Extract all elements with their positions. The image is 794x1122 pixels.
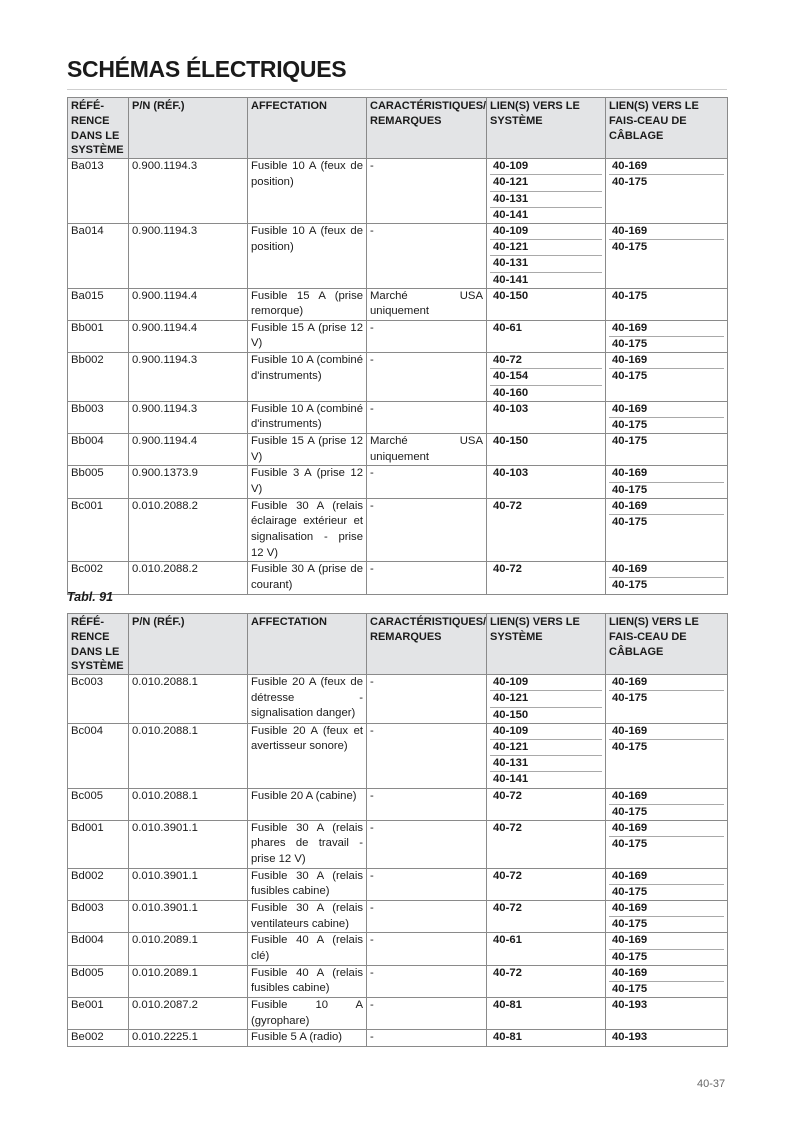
system-link: 40-103 bbox=[493, 467, 529, 480]
cell-characteristics: - bbox=[367, 353, 487, 402]
table-row bbox=[68, 1030, 728, 1047]
cell-characteristics: - bbox=[367, 965, 487, 997]
cell-harness-links bbox=[606, 933, 728, 965]
cell-affectation: Fusible 30 A (relais fusibles cabine) bbox=[248, 868, 367, 900]
cell-part-number: 0.900.1194.4 bbox=[129, 434, 248, 466]
cell-affectation: Fusible 10 A (combiné d'instruments) bbox=[248, 353, 367, 402]
cell-characteristics: - bbox=[367, 933, 487, 965]
cell-part-number: 0.010.3901.1 bbox=[129, 901, 248, 933]
cell-harness-links bbox=[606, 223, 728, 288]
cell-characteristics: - bbox=[367, 320, 487, 352]
table-row bbox=[68, 434, 728, 466]
header-characteristics: CARACTÉRISTIQUES/ REMARQUES bbox=[367, 98, 487, 159]
cell-reference: Bd005 bbox=[68, 965, 129, 997]
system-link: 40-103 bbox=[493, 402, 529, 415]
cell-affectation: Fusible 20 A (feux et avertisseur sonore) bbox=[248, 723, 367, 788]
harness-link: 40-175 bbox=[609, 981, 724, 997]
table-row bbox=[68, 498, 728, 561]
cell-reference: Bb005 bbox=[68, 466, 129, 498]
cell-harness-links bbox=[606, 820, 728, 868]
cell-part-number: 0.900.1194.3 bbox=[129, 223, 248, 288]
cell-reference: Bc002 bbox=[68, 562, 129, 594]
harness-link: 40-169 bbox=[612, 499, 648, 512]
cell-harness-links bbox=[606, 320, 728, 352]
header-harness-links: LIEN(S) VERS LE FAIS-CEAU DE CÂBLAGE bbox=[606, 98, 728, 159]
cell-affectation: Fusible 30 A (relais éclairage extérieur et signalisation - prise 12 V) bbox=[248, 498, 367, 561]
harness-link: 40-169 bbox=[612, 402, 648, 415]
cell-system-links bbox=[487, 498, 606, 561]
cell-reference: Bd002 bbox=[68, 868, 129, 900]
system-link: 40-72 bbox=[493, 902, 522, 915]
cell-characteristics: - bbox=[367, 223, 487, 288]
cell-characteristics: - bbox=[367, 675, 487, 724]
cell-part-number: 0.010.2089.1 bbox=[129, 933, 248, 965]
table-row bbox=[68, 223, 728, 288]
cell-affectation: Fusible 10 A (gyrophare) bbox=[248, 998, 367, 1030]
harness-link: 40-175 bbox=[609, 336, 724, 352]
cell-part-number: 0.010.2088.2 bbox=[129, 498, 248, 561]
cell-system-links bbox=[487, 820, 606, 868]
header-part-number: P/N (RÉF.) bbox=[129, 98, 248, 159]
cell-affectation: Fusible 15 A (prise remorque) bbox=[248, 288, 367, 320]
harness-link: 40-175 bbox=[609, 368, 724, 384]
harness-link: 40-193 bbox=[612, 999, 648, 1012]
cell-affectation: Fusible 10 A (combiné d'instruments) bbox=[248, 401, 367, 433]
fuse-table-1 bbox=[67, 97, 728, 595]
table-row bbox=[68, 788, 728, 820]
table-row bbox=[68, 353, 728, 402]
cell-part-number: 0.900.1194.3 bbox=[129, 159, 248, 224]
cell-system-links bbox=[487, 353, 606, 402]
cell-harness-links bbox=[606, 353, 728, 402]
system-link: 40-109 bbox=[493, 224, 529, 237]
cell-system-links bbox=[487, 320, 606, 352]
harness-link: 40-175 bbox=[609, 884, 724, 900]
system-link: 40-109 bbox=[493, 676, 529, 689]
cell-characteristics: - bbox=[367, 1030, 487, 1047]
table-caption: Tabl. 91 bbox=[67, 590, 114, 604]
cell-system-links bbox=[487, 675, 606, 724]
table-header-row bbox=[68, 614, 728, 675]
cell-affectation: Fusible 40 A (relais clé) bbox=[248, 933, 367, 965]
system-link: 40-81 bbox=[493, 1031, 522, 1044]
cell-affectation: Fusible 30 A (prise de courant) bbox=[248, 562, 367, 594]
system-link: 40-141 bbox=[490, 207, 602, 223]
cell-characteristics: - bbox=[367, 159, 487, 224]
header-system-links: LIEN(S) VERS LE SYSTÈME bbox=[487, 98, 606, 159]
cell-system-links bbox=[487, 466, 606, 498]
system-link: 40-72 bbox=[493, 966, 522, 979]
system-link: 40-72 bbox=[493, 789, 522, 802]
cell-system-links bbox=[487, 562, 606, 594]
system-link: 40-150 bbox=[493, 289, 529, 302]
cell-harness-links bbox=[606, 159, 728, 224]
table-row bbox=[68, 868, 728, 900]
cell-reference: Bb001 bbox=[68, 320, 129, 352]
fuse-table-2 bbox=[67, 613, 728, 1047]
table-row bbox=[68, 965, 728, 997]
cell-characteristics: - bbox=[367, 562, 487, 594]
cell-characteristics: - bbox=[367, 820, 487, 868]
cell-characteristics: - bbox=[367, 788, 487, 820]
harness-link: 40-175 bbox=[609, 690, 724, 706]
cell-affectation: Fusible 10 A (feux de position) bbox=[248, 223, 367, 288]
system-link: 40-150 bbox=[490, 707, 602, 723]
cell-reference: Ba015 bbox=[68, 288, 129, 320]
header-affectation: AFFECTATION bbox=[248, 98, 367, 159]
header-part-number: P/N (RÉF.) bbox=[129, 614, 248, 675]
cell-reference: Bd003 bbox=[68, 901, 129, 933]
cell-system-links bbox=[487, 788, 606, 820]
cell-harness-links bbox=[606, 498, 728, 561]
cell-affectation: Fusible 15 A (prise 12 V) bbox=[248, 434, 367, 466]
harness-link: 40-175 bbox=[609, 836, 724, 852]
cell-characteristics: - bbox=[367, 998, 487, 1030]
harness-link: 40-169 bbox=[612, 789, 648, 802]
header-affectation: AFFECTATION bbox=[248, 614, 367, 675]
cell-part-number: 0.010.3901.1 bbox=[129, 820, 248, 868]
cell-reference: Be001 bbox=[68, 998, 129, 1030]
title-divider bbox=[67, 89, 727, 90]
system-link: 40-81 bbox=[493, 999, 522, 1012]
cell-part-number: 0.010.2089.1 bbox=[129, 965, 248, 997]
header-system-links: LIEN(S) VERS LE SYSTÈME bbox=[487, 614, 606, 675]
harness-link: 40-175 bbox=[609, 239, 724, 255]
cell-reference: Ba013 bbox=[68, 159, 129, 224]
harness-link: 40-169 bbox=[612, 160, 648, 173]
header-reference: RÉFÉ-RENCE DANS LE SYSTÈME bbox=[68, 98, 129, 159]
system-link: 40-72 bbox=[493, 354, 522, 367]
page-number: 40-37 bbox=[697, 1078, 726, 1090]
system-link: 40-121 bbox=[490, 174, 602, 190]
cell-harness-links bbox=[606, 434, 728, 466]
cell-reference: Bc001 bbox=[68, 498, 129, 561]
cell-harness-links bbox=[606, 562, 728, 594]
cell-part-number: 0.900.1194.3 bbox=[129, 401, 248, 433]
cell-system-links bbox=[487, 723, 606, 788]
table-row bbox=[68, 901, 728, 933]
cell-characteristics: - bbox=[367, 723, 487, 788]
harness-link: 40-169 bbox=[612, 934, 648, 947]
harness-link: 40-175 bbox=[612, 435, 648, 448]
cell-reference: Bc005 bbox=[68, 788, 129, 820]
cell-harness-links bbox=[606, 901, 728, 933]
cell-affectation: Fusible 3 A (prise 12 V) bbox=[248, 466, 367, 498]
cell-harness-links bbox=[606, 288, 728, 320]
harness-link: 40-169 bbox=[612, 563, 648, 576]
harness-link: 40-175 bbox=[609, 916, 724, 932]
harness-link: 40-169 bbox=[612, 966, 648, 979]
cell-part-number: 0.900.1194.3 bbox=[129, 353, 248, 402]
table-row bbox=[68, 159, 728, 224]
table-row bbox=[68, 562, 728, 594]
cell-system-links bbox=[487, 868, 606, 900]
cell-reference: Bb003 bbox=[68, 401, 129, 433]
cell-reference: Bb004 bbox=[68, 434, 129, 466]
system-link: 40-141 bbox=[490, 771, 602, 787]
page-title: SCHÉMAS ÉLECTRIQUES bbox=[67, 56, 347, 82]
cell-system-links bbox=[487, 1030, 606, 1047]
cell-system-links bbox=[487, 434, 606, 466]
cell-reference: Be002 bbox=[68, 1030, 129, 1047]
header-reference: RÉFÉ-RENCE DANS LE SYSTÈME bbox=[68, 614, 129, 675]
harness-link: 40-175 bbox=[612, 289, 648, 302]
system-link: 40-121 bbox=[490, 690, 602, 706]
cell-system-links bbox=[487, 933, 606, 965]
table-row bbox=[68, 288, 728, 320]
cell-affectation: Fusible 15 A (prise 12 V) bbox=[248, 320, 367, 352]
cell-harness-links bbox=[606, 466, 728, 498]
harness-link: 40-169 bbox=[612, 869, 648, 882]
cell-harness-links bbox=[606, 401, 728, 433]
header-characteristics: CARACTÉRISTIQUES/ REMARQUES bbox=[367, 614, 487, 675]
system-link: 40-61 bbox=[493, 321, 522, 334]
system-link: 40-131 bbox=[490, 191, 602, 207]
system-link: 40-121 bbox=[490, 739, 602, 755]
harness-link: 40-169 bbox=[612, 724, 648, 737]
cell-part-number: 0.010.2088.1 bbox=[129, 675, 248, 724]
cell-part-number: 0.900.1194.4 bbox=[129, 288, 248, 320]
system-link: 40-131 bbox=[490, 755, 602, 771]
cell-system-links bbox=[487, 223, 606, 288]
cell-system-links bbox=[487, 965, 606, 997]
system-link: 40-109 bbox=[493, 724, 529, 737]
cell-system-links bbox=[487, 288, 606, 320]
harness-link: 40-169 bbox=[612, 821, 648, 834]
harness-link: 40-169 bbox=[612, 676, 648, 689]
cell-characteristics: - bbox=[367, 498, 487, 561]
cell-affectation: Fusible 5 A (radio) bbox=[248, 1030, 367, 1047]
table-row bbox=[68, 466, 728, 498]
harness-link: 40-169 bbox=[612, 902, 648, 915]
cell-characteristics: - bbox=[367, 868, 487, 900]
harness-link: 40-175 bbox=[609, 417, 724, 433]
cell-system-links bbox=[487, 401, 606, 433]
harness-link: 40-169 bbox=[612, 224, 648, 237]
cell-characteristics: Marché USA uniquement bbox=[367, 434, 487, 466]
system-link: 40-150 bbox=[493, 435, 529, 448]
cell-system-links bbox=[487, 159, 606, 224]
cell-affectation: Fusible 20 A (cabine) bbox=[248, 788, 367, 820]
cell-part-number: 0.900.1373.9 bbox=[129, 466, 248, 498]
cell-harness-links bbox=[606, 998, 728, 1030]
cell-part-number: 0.010.2088.1 bbox=[129, 788, 248, 820]
cell-characteristics: - bbox=[367, 401, 487, 433]
harness-link: 40-175 bbox=[609, 739, 724, 755]
table-row bbox=[68, 820, 728, 868]
cell-affectation: Fusible 10 A (feux de position) bbox=[248, 159, 367, 224]
cell-system-links bbox=[487, 998, 606, 1030]
harness-link: 40-175 bbox=[609, 174, 724, 190]
cell-part-number: 0.010.2087.2 bbox=[129, 998, 248, 1030]
cell-part-number: 0.900.1194.4 bbox=[129, 320, 248, 352]
cell-reference: Bd001 bbox=[68, 820, 129, 868]
cell-affectation: Fusible 40 A (relais fusibles cabine) bbox=[248, 965, 367, 997]
system-link: 40-121 bbox=[490, 239, 602, 255]
system-link: 40-72 bbox=[493, 869, 522, 882]
system-link: 40-72 bbox=[493, 563, 522, 576]
table-row bbox=[68, 998, 728, 1030]
cell-characteristics: - bbox=[367, 901, 487, 933]
cell-harness-links bbox=[606, 788, 728, 820]
cell-harness-links bbox=[606, 675, 728, 724]
system-link: 40-61 bbox=[493, 934, 522, 947]
system-link: 40-154 bbox=[490, 368, 602, 384]
table-row bbox=[68, 401, 728, 433]
cell-harness-links bbox=[606, 1030, 728, 1047]
harness-link: 40-175 bbox=[609, 804, 724, 820]
harness-link: 40-169 bbox=[612, 467, 648, 480]
cell-part-number: 0.010.2088.2 bbox=[129, 562, 248, 594]
harness-link: 40-175 bbox=[609, 577, 724, 593]
cell-characteristics: Marché USA uniquement bbox=[367, 288, 487, 320]
harness-link: 40-175 bbox=[609, 514, 724, 530]
system-link: 40-72 bbox=[493, 821, 522, 834]
table-row bbox=[68, 723, 728, 788]
header-harness-links: LIEN(S) VERS LE FAIS-CEAU DE CÂBLAGE bbox=[606, 614, 728, 675]
cell-harness-links bbox=[606, 965, 728, 997]
system-link: 40-160 bbox=[490, 385, 602, 401]
cell-characteristics: - bbox=[367, 466, 487, 498]
cell-affectation: Fusible 20 A (feux de détresse - signalisation danger) bbox=[248, 675, 367, 724]
table-row bbox=[68, 675, 728, 724]
cell-reference: Ba014 bbox=[68, 223, 129, 288]
system-link: 40-109 bbox=[493, 160, 529, 173]
cell-reference: Bc003 bbox=[68, 675, 129, 724]
system-link: 40-72 bbox=[493, 499, 522, 512]
table-header-row bbox=[68, 98, 728, 159]
cell-affectation: Fusible 30 A (relais phares de travail - prise 12 V) bbox=[248, 820, 367, 868]
harness-link: 40-175 bbox=[609, 949, 724, 965]
cell-reference: Bb002 bbox=[68, 353, 129, 402]
table-row bbox=[68, 320, 728, 352]
cell-part-number: 0.010.2225.1 bbox=[129, 1030, 248, 1047]
cell-affectation: Fusible 30 A (relais ventilateurs cabine) bbox=[248, 901, 367, 933]
cell-part-number: 0.010.3901.1 bbox=[129, 868, 248, 900]
system-link: 40-131 bbox=[490, 255, 602, 271]
system-link: 40-141 bbox=[490, 272, 602, 288]
harness-link: 40-169 bbox=[612, 321, 648, 334]
harness-link: 40-169 bbox=[612, 354, 648, 367]
cell-system-links bbox=[487, 901, 606, 933]
cell-harness-links bbox=[606, 868, 728, 900]
cell-harness-links bbox=[606, 723, 728, 788]
harness-link: 40-193 bbox=[612, 1031, 648, 1044]
cell-reference: Bc004 bbox=[68, 723, 129, 788]
cell-part-number: 0.010.2088.1 bbox=[129, 723, 248, 788]
cell-reference: Bd004 bbox=[68, 933, 129, 965]
harness-link: 40-175 bbox=[609, 482, 724, 498]
table-row bbox=[68, 933, 728, 965]
